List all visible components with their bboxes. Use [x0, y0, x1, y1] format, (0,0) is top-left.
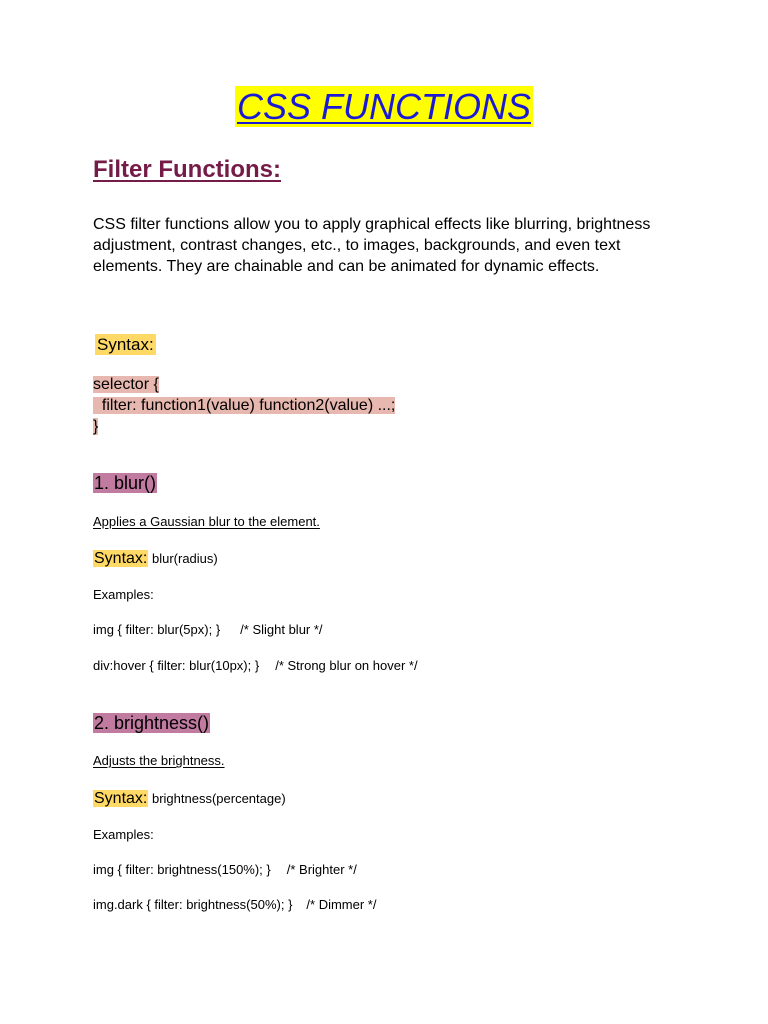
document-title-text: CSS FUNCTIONS — [236, 86, 531, 127]
syntax-label: Syntax: — [97, 335, 154, 354]
code-line — [93, 395, 395, 416]
section-heading: Filter Functions: — [93, 156, 281, 183]
syntax-code-block — [93, 374, 395, 437]
intro-paragraph: CSS filter functions allow you to apply graphical effects like blurring, brightness adjustment, contrast changes, etc., to images, backgrounds, and even text elements. They are chainable and can be animated for dynamic effects. — [93, 216, 651, 275]
example-line — [93, 896, 376, 914]
function-heading-brightness — [93, 711, 210, 735]
syntax-label: Syntax: — [94, 550, 148, 567]
syntax-value: blur(radius) — [151, 551, 218, 566]
example-code: img { filter: blur(5px); } — [93, 622, 221, 637]
function-heading-blur — [93, 471, 157, 495]
function-heading-text: 2. brightness() — [94, 713, 210, 733]
example-comment: /* Brighter */ — [286, 862, 357, 877]
examples-label: Examples: — [93, 587, 154, 602]
example-line — [93, 621, 323, 639]
example-code: div:hover { filter: blur(10px); } — [93, 658, 260, 673]
function-heading-text: 1. blur() — [94, 473, 157, 493]
function-syntax-blur — [93, 549, 218, 569]
syntax-label: Syntax: — [94, 790, 148, 807]
syntax-value: brightness(percentage) — [151, 791, 286, 806]
example-comment: /* Slight blur */ — [240, 622, 323, 637]
example-comment: /* Strong blur on hover */ — [275, 658, 418, 673]
code-line-text: filter: function1(value) function2(value) ...; — [93, 397, 396, 414]
code-line — [93, 374, 395, 395]
example-code: img { filter: brightness(150%); } — [93, 862, 271, 877]
example-code: img.dark { filter: brightness(50%); } — [93, 897, 293, 912]
example-comment: /* Dimmer */ — [306, 897, 377, 912]
examples-label: Examples: — [93, 827, 154, 842]
example-line — [93, 861, 357, 879]
code-line-text: selector { — [93, 376, 159, 393]
function-syntax-brightness — [93, 789, 286, 809]
document-title — [0, 86, 768, 128]
function-description-blur: Applies a Gaussian blur to the element. — [93, 514, 320, 529]
function-description-brightness: Adjusts the brightness. — [93, 753, 225, 768]
code-line-text: } — [93, 418, 99, 435]
example-line — [93, 657, 418, 675]
code-line — [93, 416, 395, 437]
